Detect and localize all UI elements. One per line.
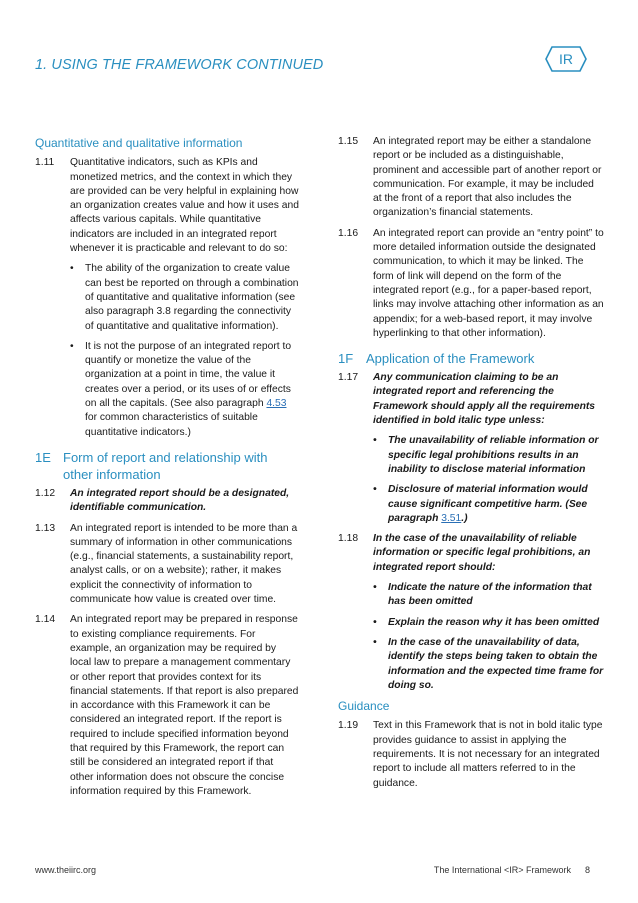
paragraph-1-11 [35,156,299,256]
bullet-icon: • [373,636,377,648]
paragraph-text: An integrated report can provide an “entry point” to more detailed information outside the designated communication, to which it may be linked. The form of link will depend on the form of the integrated report (e.g., for a paper-based report, links may involve attaching other information as an appendix; for a web-based report, it may involve hyperlinking to that other information). [373,227,604,339]
section-heading-1e [35,449,299,483]
bullet-icon: • [70,263,74,275]
bullet-text: Disclosure of material information would cause significant competitive harm. (See paragraph 3.51.) [388,484,588,524]
bullet-text: The ability of the organization to create value can best be reported on through a combination of quantitative and qualitative information (see also paragraph 3.8 regarding the connectivity of quantitative and qualitative information). [85,263,299,332]
section-number: 1F [338,351,354,367]
paragraph-1-13 [35,522,299,608]
section-title: Form of report and relationship with other information [63,449,268,482]
paragraph-number: 1.12 [35,487,56,499]
paragraph-number: 1.13 [35,522,56,534]
page-title: 1. USING THE FRAMEWORK CONTINUED [35,57,324,73]
paragraph-1-17 [338,371,604,428]
bullet-text: Indicate the nature of the information that has been omitted [388,582,592,608]
paragraph-number: 1.14 [35,614,56,626]
list-item [70,262,299,333]
logo-text: IR [559,51,573,67]
paragraph-text: An integrated report should be a designated, identifiable communication. [70,487,290,514]
paragraph-1-18 [338,532,604,575]
bullet-list [373,581,604,693]
list-item [373,581,604,610]
paragraph-text: An integrated report may be prepared in response to existing compliance requirements. For example, an organization may be required by local law to prepare a management commentary or other report that provides context for its financial statements. If that report is also prepared in accordance with this Framework it can be considered an integrated report. If the report is required to include specified information beyond that required by this Framework, the report can still be considered an integrated report if that other information does not obscure the concise information required by this Framework. [70,614,299,797]
bullet-icon: • [70,340,74,352]
bullet-icon: • [373,582,377,594]
paragraph-number: 1.18 [338,533,359,545]
list-item [373,616,604,630]
list-item [373,434,604,477]
paragraph-number: 1.11 [35,157,55,169]
paragraph-1-14 [35,613,299,799]
section-number: 1E [35,449,51,465]
bullet-text: In the case of the unavailability of data, identify the steps being taken to obtain the information and the expected time frame for doing so. [388,636,604,691]
paragraph-text: Text in this Framework that is not in bold italic type provides guidance to assist in applying the requirements. It is not necessary for an integrated report to include all matters referred to in the guidance. [373,720,603,789]
paragraph-text: An integrated report may be either a standalone report or be included as a distinguishable, prominent and accessible part of another report or communication. For example, it may be included at the front of a report that also includes the organization’s financial statements. [373,136,602,219]
bullet-text: The unavailability of reliable information or specific legal prohibitions results in an inability to disclose material information [388,435,599,475]
list-item [70,340,299,440]
subheading-guidance: Guidance [338,699,390,714]
paragraph-number: 1.17 [338,372,359,384]
bullet-text: It is not the purpose of an integrated report to quantify or monetize the value of the organization at a point in time, the value it creates over a period, or its uses of or effects on all the capitals. (See also paragraph 4.53 for common characteristics of suitable quantitative indicators.) [85,340,292,438]
paragraph-1-15 [338,135,604,221]
paragraph-1-19 [338,719,604,790]
paragraph-number: 1.15 [338,136,359,147]
section-heading-1f [338,350,604,367]
bullet-icon: • [373,484,377,496]
paragraph-link-3-51[interactable]: 3.51 [441,512,462,524]
right-column [338,135,604,797]
bullet-list [70,262,299,440]
paragraph-text: Any communication claiming to be an integrated report and referencing the Framework should apply all the requirements identified in bold italic type unless: [373,372,596,427]
paragraph-link-4-53[interactable]: 4.53 [266,398,287,410]
bullet-list [373,434,604,526]
paragraph-1-16 [338,227,604,341]
page-number: 8 [584,865,590,875]
list-item [373,483,604,526]
bullet-icon: • [373,435,377,447]
paragraph-number: 1.19 [338,720,359,732]
footer-info [434,865,590,875]
section-title: Application of the Framework [366,351,535,367]
list-item [373,636,604,693]
left-column [35,136,299,805]
paragraph-1-12 [35,487,299,516]
subheading-quantitative: Quantitative and qualitative information [35,136,243,150]
paragraph-number: 1.16 [338,227,359,239]
bullet-text: Explain the reason why it has been omitted [388,616,600,628]
paragraph-text: Quantitative indicators, such as KPIs and monetized metrics, and the context in which they are provided can be very helpful in explaining how an organization creates value and how it uses and affects various capitals. While quantitative indicators are included in an integrated report whenever it is practicable and relevant to do so: [70,157,299,255]
ir-logo-icon [544,44,588,74]
paragraph-text: An integrated report is intended to be more than a summary of information in other communications (e.g., financial statements, a sustainability report, analyst calls, or on a website); rather, it makes explicit the connectivity of information to communicate how value is created over time. [70,522,298,606]
paragraph-text: In the case of the unavailability of reliable information or specific legal prohibitions, an integrated report should: [373,533,591,573]
footer-doc-title: The International <IR> Framework [433,865,571,875]
footer-url[interactable]: www.theiirc.org [35,865,97,875]
ir-logo [544,44,588,74]
bullet-icon: • [373,616,377,628]
